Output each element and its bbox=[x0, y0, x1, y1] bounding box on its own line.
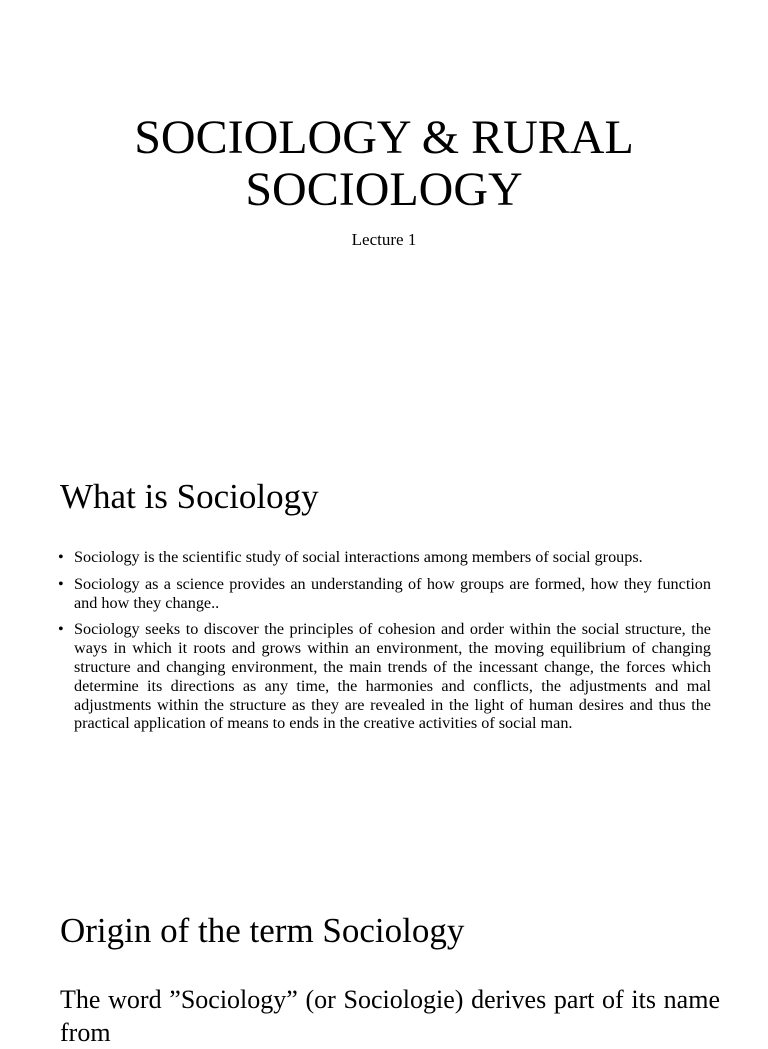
origin-heading: Origin of the term Sociology bbox=[60, 911, 465, 950]
bullet-item bbox=[58, 548, 711, 567]
slide-title bbox=[0, 112, 768, 216]
origin-paragraph: The word ”Sociology” (or Sociologie) derives part of its name from bbox=[60, 985, 720, 1047]
bullet-icon: • bbox=[58, 574, 64, 593]
slide-title-line1: SOCIOLOGY & RURAL bbox=[134, 111, 634, 164]
bullet-icon: • bbox=[58, 548, 64, 566]
bullet-item bbox=[58, 620, 711, 733]
bullet-text: Sociology as a science provides an understanding of how groups are formed, how they function and how they change.. bbox=[74, 574, 711, 612]
bullet-item bbox=[58, 575, 711, 613]
slide-title-line2: SOCIOLOGY bbox=[245, 163, 523, 216]
bullet-icon: • bbox=[58, 620, 64, 639]
bullet-text: Sociology seeks to discover the principles of cohesion and order within the social structure, the ways in which it roots and grows within an environment, the moving equilibrium of changing structure and changing environment, the main trends of the incessant change, the forces which determine its directions as any time, the harmonies and conflicts, the adjustments and mal adjustments within the structure as they are revealed in the light of human desires and thus the practical application of means to ends in the creative activities of social man. bbox=[74, 620, 711, 733]
definition-bullet-list bbox=[58, 548, 711, 741]
what-is-sociology-heading: What is Sociology bbox=[60, 477, 319, 516]
bullet-text: Sociology is the scientific study of social interactions among members of social groups. bbox=[74, 548, 643, 566]
slide-subtitle: Lecture 1 bbox=[351, 230, 417, 249]
